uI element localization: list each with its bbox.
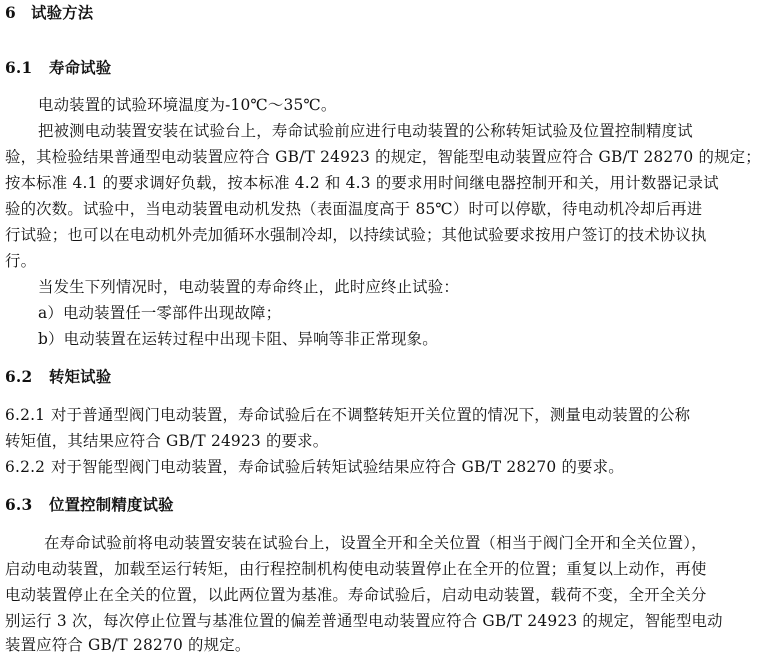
section-6-1-heading [5, 57, 780, 79]
clause-number: 6.2.1 [5, 406, 46, 424]
section-title: 试验方法 [31, 4, 94, 22]
section-number: 6 [5, 4, 16, 22]
clause-number: 6.2.2 [5, 458, 46, 476]
paragraph-line: 在寿命试验前将电动装置安装在试验台上，设置全开和全关位置（相当于阀门全开和全关位置）， [44, 534, 707, 552]
paragraph-line: 验的次数。试验中，当电动装置电动机发热（表面温度高于 85℃）时可以停歇，待电动机冷却后再进 [5, 200, 703, 218]
section-6-2-heading [5, 366, 780, 388]
section-number: 6.2 [5, 368, 33, 386]
paragraph-line: 当发生下列情况时，电动装置的寿命终止，此时应终止试验： [38, 278, 459, 296]
paragraph-line: 转矩值，其结果应符合 GB/T 24923 的要求。 [5, 432, 329, 450]
clause-6-2-2 [5, 456, 780, 478]
paragraph-line: 行试验；也可以在电动机外壳加循环水强制冷却，以持续试验；其他试验要求按用户签订的技术协议执 [5, 226, 707, 244]
section-title: 寿命试验 [49, 59, 112, 77]
paragraph-line: 按本标准 4.1 的要求调好负载，按本标准 4.2 和 4.3 的要求用时间继电器控制开和关，用计数器记录试 [5, 174, 719, 192]
section-number: 6.3 [5, 496, 33, 514]
list-item: a）电动装置任一零部件出现故障； [38, 304, 282, 322]
paragraph-line: 启动电动装置，加载至运行转矩，由行程控制机构使电动装置停止在全开的位置；重复以上动作，再使 [5, 560, 707, 578]
section-number: 6.1 [5, 59, 33, 77]
section-6-heading [5, 2, 780, 24]
clause-text: 对于普通型阀门电动装置，寿命试验后在不调整转矩开关位置的情况下，测量电动装置的公称 [51, 406, 691, 424]
clause-6-2-1 [5, 404, 780, 426]
paragraph-line: 电动装置的试验环境温度为-10℃～35℃。 [38, 96, 337, 114]
paragraph-line: 验，其检验结果普通型电动装置应符合 GB/T 24923 的规定，智能型电动装置应符合 GB/T 28270 的规定； [5, 148, 761, 166]
section-title: 位置控制精度试验 [49, 496, 174, 514]
paragraph-line: 电动装置停止在全关的位置，以此两位置为基准。寿命试验后，启动电动装置，载荷不变，全开全关分 [5, 586, 707, 604]
paragraph-line: 把被测电动装置安装在试验台上，寿命试验前应进行电动装置的公称转矩试验及位置控制精度试 [38, 122, 693, 140]
paragraph-line: 行。 [5, 252, 37, 270]
section-6-3-heading [5, 494, 780, 516]
section-title: 转矩试验 [49, 368, 112, 386]
list-item: b）电动装置在运转过程中出现卡阻、异响等非正常现象。 [38, 330, 438, 348]
paragraph-line: 装置应符合 GB/T 28270 的规定。 [5, 636, 251, 654]
paragraph-line: 别运行 3 次，每次停止位置与基准位置的偏差普通型电动装置应符合 GB/T 24923 的规定，智能型电动 [5, 612, 723, 630]
clause-text: 对于智能型阀门电动装置，寿命试验后转矩试验结果应符合 GB/T 28270 的要求。 [51, 458, 624, 476]
